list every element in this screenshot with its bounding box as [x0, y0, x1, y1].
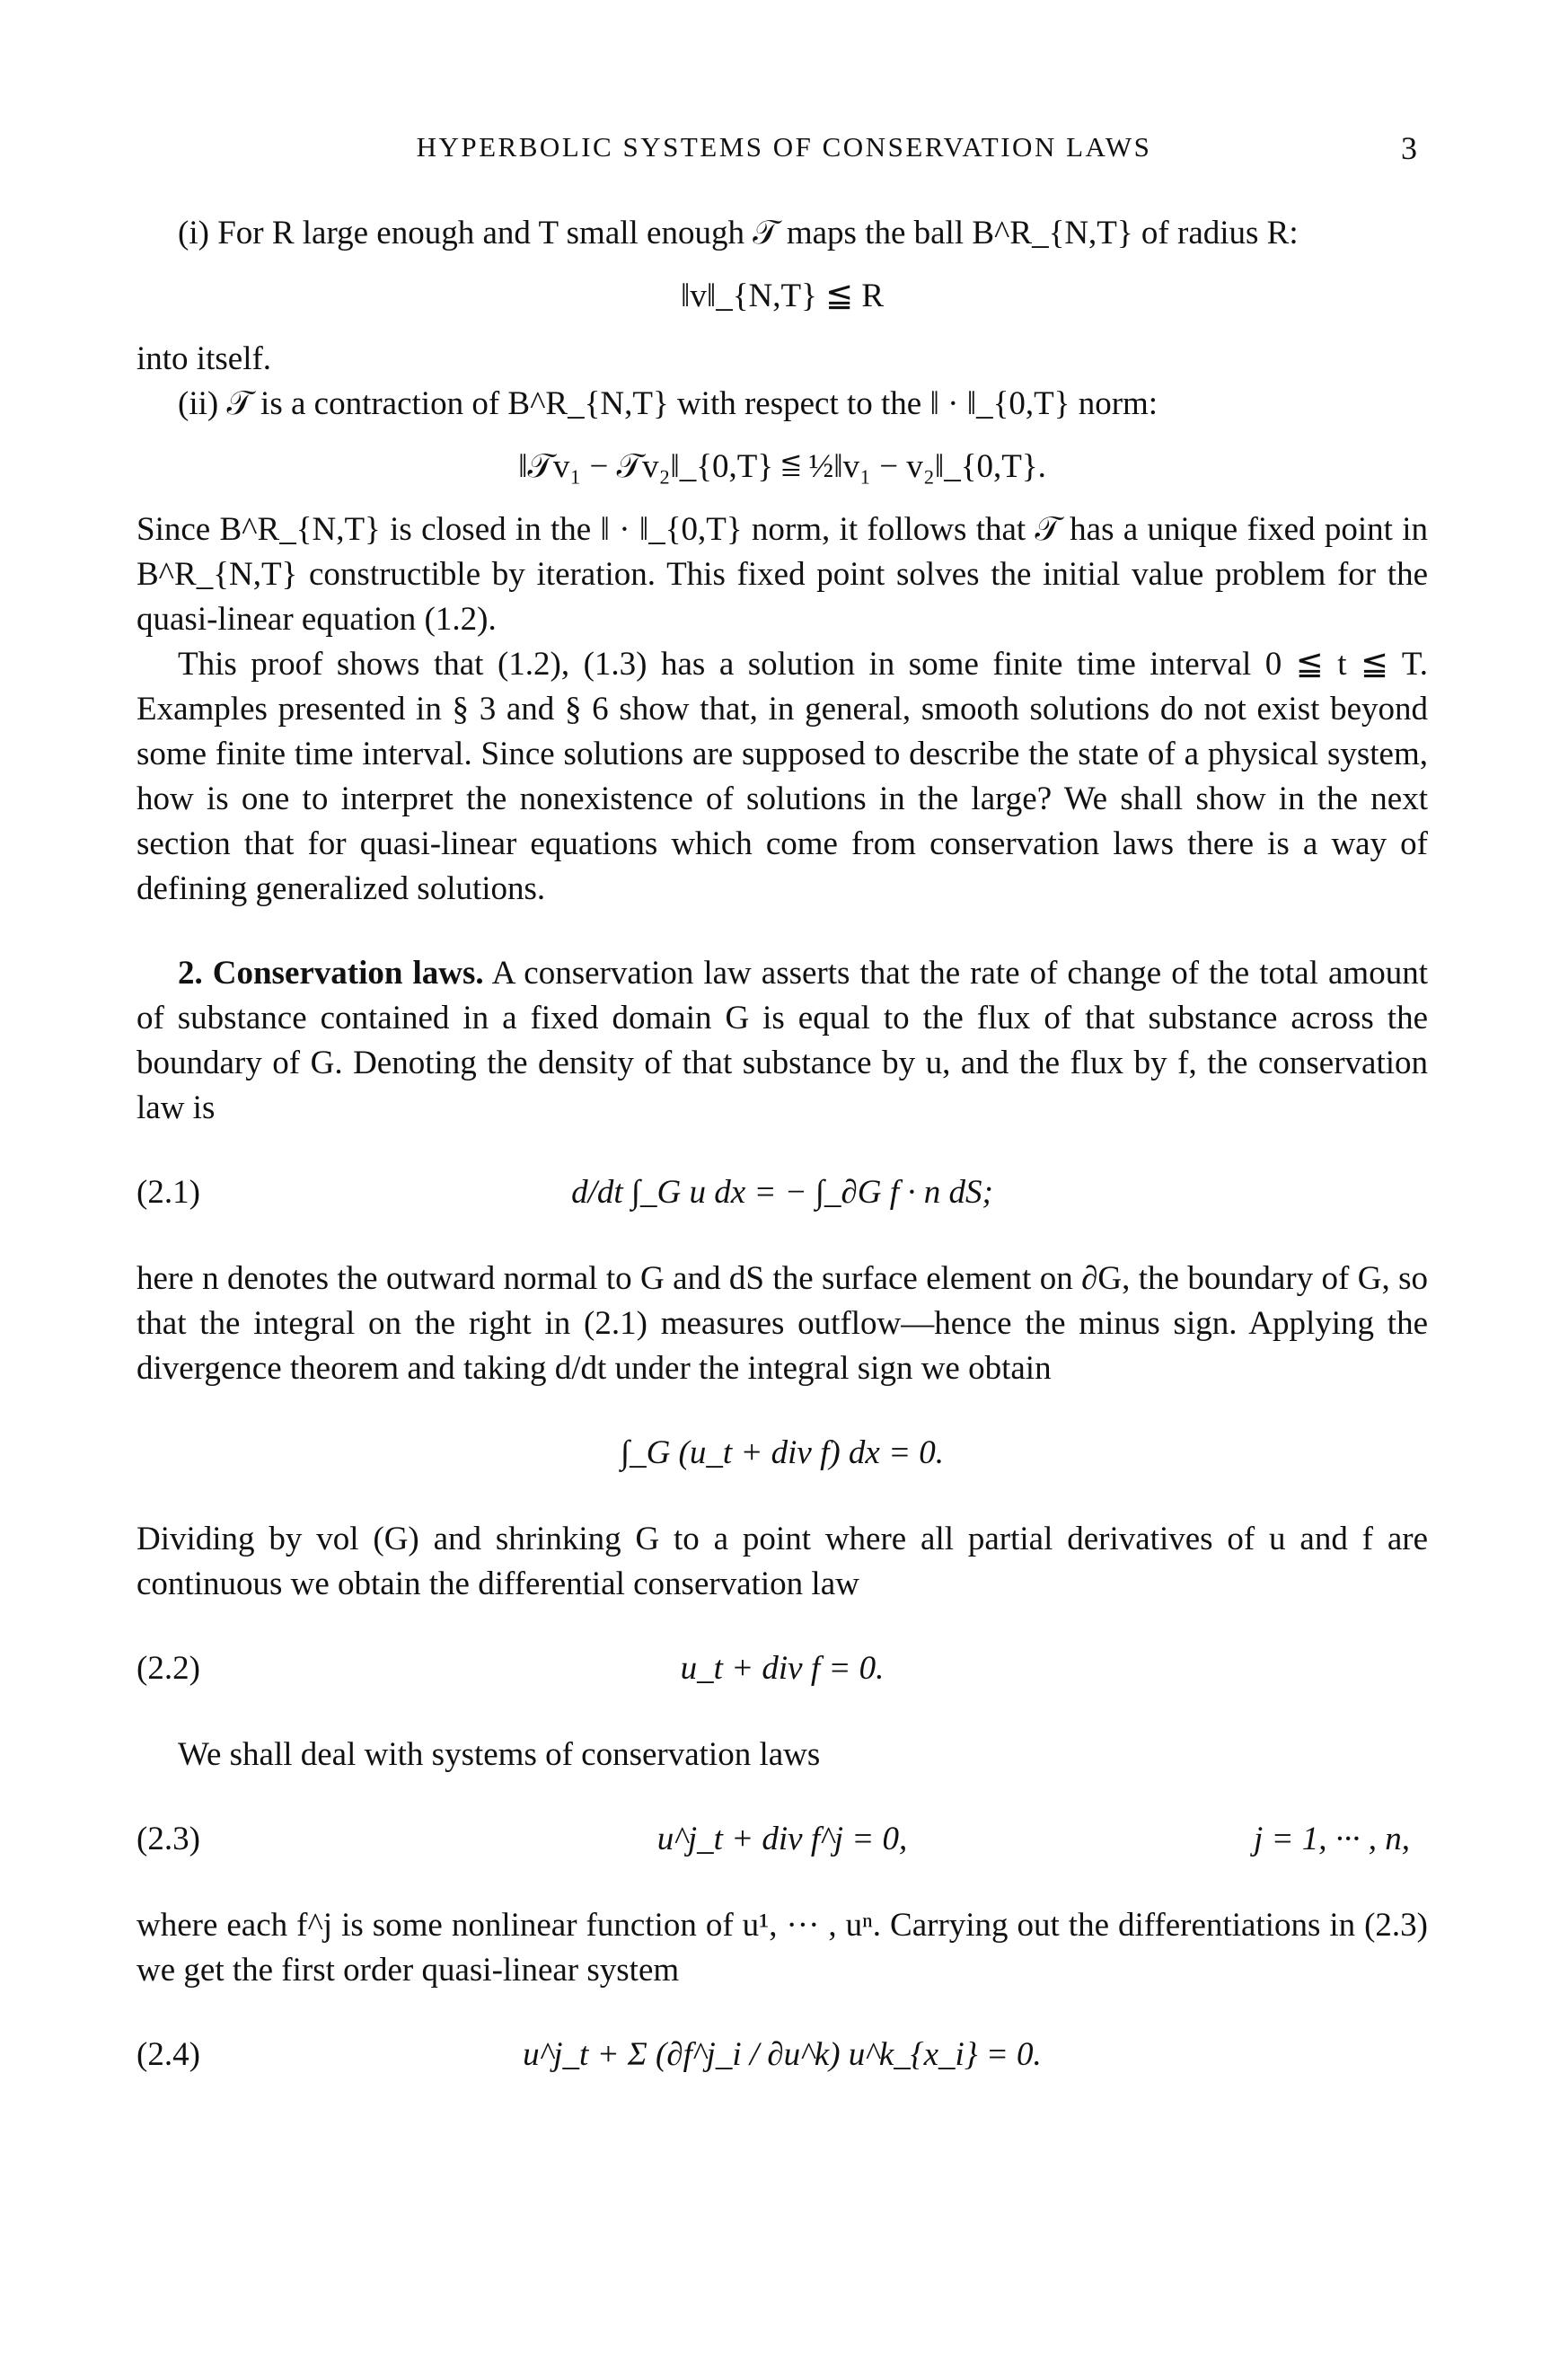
- equation-2-1-label: (2.1): [137, 1174, 200, 1211]
- equation-2-2-label: (2.2): [137, 1650, 200, 1687]
- item-i-tail: into itself.: [137, 340, 272, 377]
- equation-2-4: [137, 2011, 1428, 2101]
- page-body: [137, 211, 1428, 2119]
- page-number: 3: [1401, 130, 1417, 166]
- running-title: HYPERBOLIC SYSTEMS OF CONSERVATION LAWS: [416, 131, 1152, 163]
- paragraph-conservation-text: A conservation law asserts that the rate of change of the total amount of substance contained in a fixed domain G is equal to the flux of that substance across the boundary of G. Denoting the density of that substance by u, and the flux by f, the conservation law is: [137, 955, 1428, 1126]
- item-ii-text: 𝒯 is a contraction of B^R_{N,T} with respect to the ‖ · ‖_{0,T} norm:: [226, 385, 1158, 422]
- item-i: [137, 211, 1428, 256]
- equation-2-3-range: j = 1, ··· , n,: [1254, 1821, 1410, 1857]
- item-ii-formula: ‖𝒯v₁ − 𝒯v₂‖_{0,T} ≦ ½‖v₁ − v₂‖_{0,T}.: [518, 448, 1046, 485]
- equation-2-4-body: u^j_t + Σ (∂f^j_i / ∂u^k) u^k_{x_i} = 0.: [523, 2036, 1042, 2073]
- page-header: [0, 126, 1568, 172]
- equation-2-3-label: (2.3): [137, 1821, 200, 1857]
- paragraph-conservation: [137, 951, 1428, 1131]
- equation-2-2: [137, 1625, 1428, 1715]
- section-gap: [137, 912, 1428, 951]
- item-i-formula: ‖v‖_{N,T} ≦ R: [680, 278, 885, 314]
- equation-2-4-label: (2.4): [137, 2036, 200, 2073]
- equation-2-3: [137, 1795, 1428, 1885]
- paragraph-where: where each f^j is some nonlinear function of u¹, ··· , uⁿ. Carrying out the differentiations in (2.3) we get the first order quasi-linear system: [137, 1907, 1428, 1989]
- equation-integral-body: ∫_G (u_t + div f) dx = 0.: [620, 1434, 945, 1471]
- item-ii: [137, 382, 1428, 427]
- paragraph-systems: We shall deal with systems of conservation laws: [178, 1736, 821, 1773]
- equation-2-2-body: u_t + div f = 0.: [680, 1650, 885, 1687]
- item-i-text: For R large enough and T small enough 𝒯 maps the ball B^R_{N,T} of radius R:: [217, 215, 1299, 251]
- paragraph-normal: here n denotes the outward normal to G and dS the surface element on ∂G, the boundary of G, so that the integral on the right in (2.1) measures outflow—hence the minus sign. Applying the divergence theorem and taking d/dt under the integral sign we obtain: [137, 1260, 1428, 1387]
- paragraph-fixed-point: Since B^R_{N,T} is closed in the ‖ · ‖_{0,T} norm, it follows that 𝒯 has a unique fixed point in B^R_{N,T} constructible by iteration. This fixed point solves the initial value problem for the quasi-linear equation (1.2).: [137, 511, 1428, 638]
- section-heading: 2. Conservation laws.: [178, 955, 484, 992]
- equation-2-1: [137, 1149, 1428, 1239]
- equation-2-3-body: u^j_t + div f^j = 0,: [656, 1821, 908, 1857]
- item-i-label: (i): [178, 215, 209, 251]
- equation-2-1-body: d/dt ∫_G u dx = − ∫_∂G f · n dS;: [571, 1174, 993, 1211]
- item-ii-label: (ii): [178, 385, 219, 422]
- paragraph-dividing: Dividing by vol (G) and shrinking G to a point where all partial derivatives of u and f are continuous we obtain the differential conservation law: [137, 1521, 1428, 1602]
- paragraph-proof: This proof shows that (1.2), (1.3) has a solution in some finite time interval 0 ≦ t ≦ T. Examples presented in § 3 and § 6 show that, in general, smooth solutions do not exist beyond some finite time interval. Since solutions are supposed to describe the state of a physical system, how is one to interpret the nonexistence of solutions in the large? We shall show in the next section that for quasi-linear equations which come from conservation laws there is a way of defining generalized solutions.: [137, 646, 1428, 907]
- equation-integral: [137, 1409, 1428, 1499]
